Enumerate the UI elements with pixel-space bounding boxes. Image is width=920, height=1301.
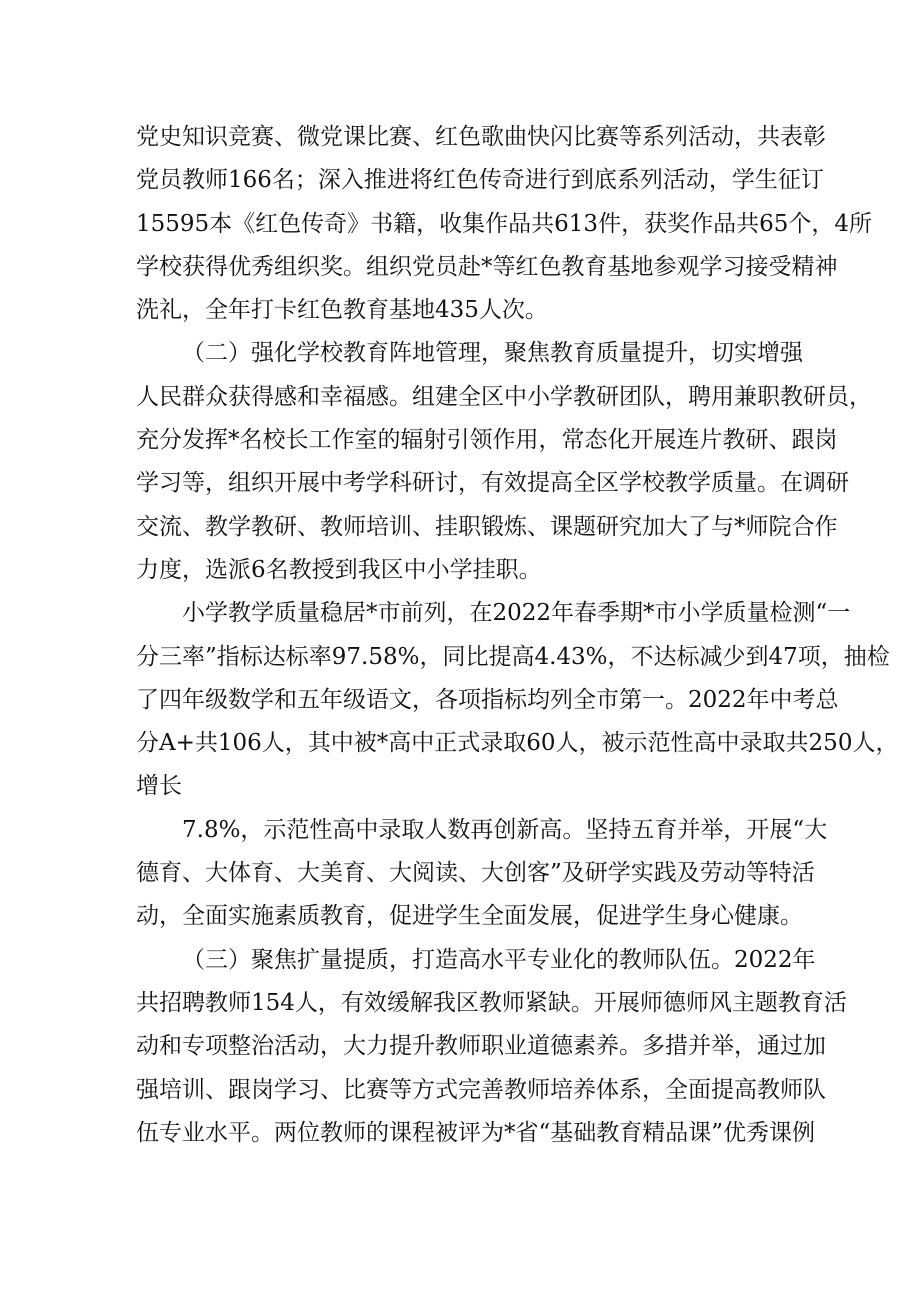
paragraph-start-line: 7.8%，示范性高中录取人数再创新高。坚持五育并举，开展“大 <box>182 816 828 843</box>
text-line: 党史知识竞赛、微党课比赛、红色歌曲快闪比赛等系列活动，共表彰 <box>136 124 826 150</box>
text-line: 分三率”指标达标率97.58%，同比提高4.43%，不达标减少到47项，抽检 <box>136 643 890 670</box>
section-heading-line: （三）聚焦扩量提质，打造高水平专业化的教师队伍。2022年 <box>182 946 816 973</box>
text-line: 15595本《红色传奇》书籍，收集作品共613件，获奖作品共65个，4所 <box>136 210 872 237</box>
text-line: 动，全面实施素质教育，促进学生全面发展，促进学生身心健康。 <box>136 903 803 930</box>
text-line: 交流、教学教研、教师培训、挂职锻炼、课题研究加大了与*师院合作 <box>136 513 838 540</box>
text-line: 学校获得优秀组织奖。组织党员赴*等红色教育基地参观学习接受精神 <box>136 253 838 280</box>
text-line: 学习等，组织开展中考学科研讨，有效提高全区学校教学质量。在调研 <box>136 470 849 497</box>
document-body <box>136 116 899 1155</box>
text-line: 力度，选派6名教授到我区中小学挂职。 <box>136 556 542 583</box>
text-line: 党员教师166名；深入推进将红色传奇进行到底系列活动，学生征订 <box>136 167 824 194</box>
text-line: 动和专项整治活动，大力提升教师职业道德素养。多措并举，通过加 <box>136 1033 826 1060</box>
text-line: 伍专业水平。两位教师的课程被评为*省“基础教育精品课”优秀课例 <box>136 1119 816 1146</box>
section-heading-line: （二）强化学校教育阵地管理，聚焦教育质量提升，切实增强 <box>182 340 803 367</box>
text-line: 洗礼，全年打卡红色教育基地435人次。 <box>136 297 548 324</box>
text-line: 了四年级数学和五年级语文，各项指标均列全市第一。2022年中考总 <box>136 686 839 713</box>
text-line: 充分发挥*名校长工作室的辐射引领作用，常态化开展连片教研、跟岗 <box>136 427 838 454</box>
paragraph-start-line: 小学教学质量稳居*市前列，在2022年春季期*市小学质量检测“一 <box>182 600 851 627</box>
text-line: 共招聘教师154人，有效缓解我区教师紧缺。开展师德师风主题教育活 <box>136 989 847 1016</box>
text-line: 增长 <box>136 773 182 800</box>
text-line: 德育、大体育、大美育、大阅读、大创客”及研学实践及劳动等特活 <box>136 860 815 887</box>
text-line: 强培训、跟岗学习、比赛等方式完善教师培养体系，全面提高教师队 <box>136 1076 826 1103</box>
text-line: 分A+共106人，其中被*高中正式录取60人，被示范性高中录取共250人， <box>136 730 899 757</box>
text-line: 人民群众获得感和幸福感。组建全区中小学教研团队，聘用兼职教研员， <box>136 383 872 410</box>
